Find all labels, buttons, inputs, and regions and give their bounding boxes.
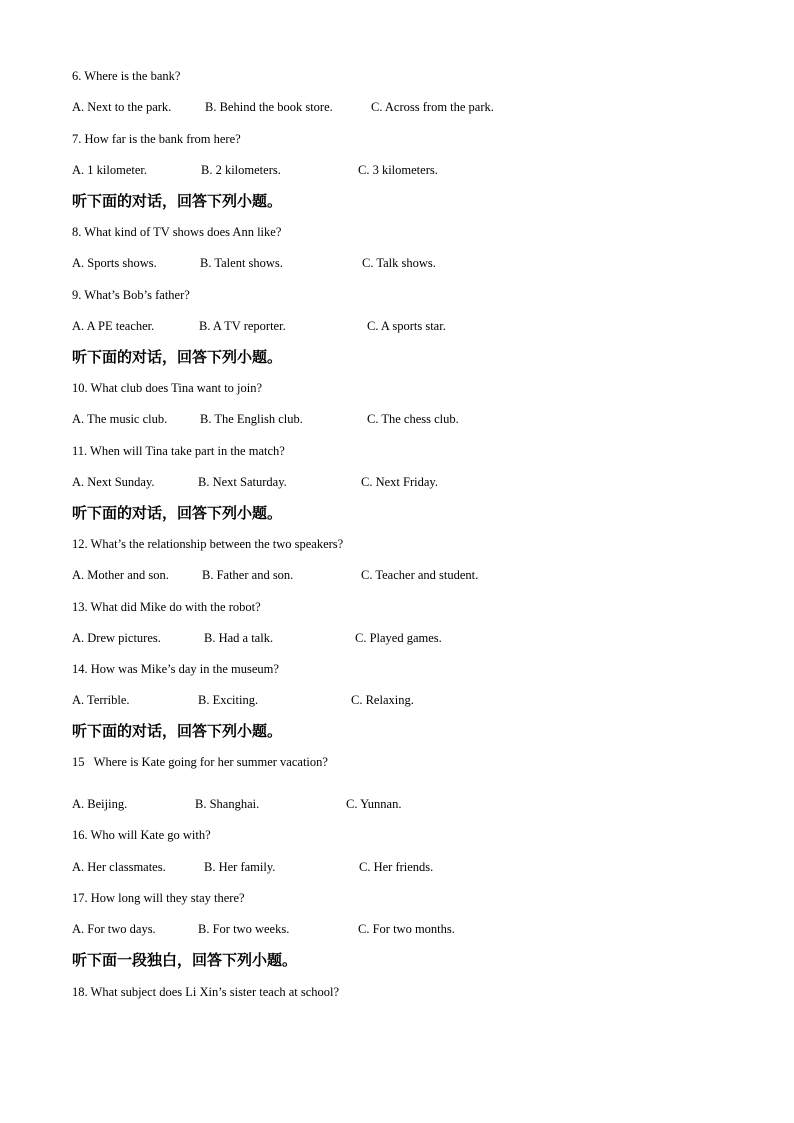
question-7: 7. How far is the bank from here? [72,132,241,146]
q12-option-c: C. Teacher and student. [361,568,479,582]
q7-option-b: B. 2 kilometers. [201,163,281,177]
q16-option-b: B. Her family. [204,860,276,874]
q12-option-a: A. Mother and son. [72,568,169,582]
section-heading-1: 听下面的对话，回答下列小题。 [72,192,283,210]
q11-option-c: C. Next Friday. [361,475,438,489]
q7-option-c: C. 3 kilometers. [358,163,438,177]
question-9: 9. What’s Bob’s father? [72,288,190,302]
q8-option-b: B. Talent shows. [200,256,283,270]
q10-option-b: B. The English club. [200,412,303,426]
q9-option-a: A. A PE teacher. [72,319,155,333]
q17-option-a: A. For two days. [72,922,156,936]
q15-option-a: A. Beijing. [72,797,128,811]
q11-option-b: B. Next Saturday. [198,475,287,489]
q7-option-a: A. 1 kilometer. [72,163,147,177]
question-8: 8. What kind of TV shows does Ann like? [72,225,282,239]
q6-option-c: C. Across from the park. [371,100,494,114]
question-11: 11. When will Tina take part in the match? [72,444,285,458]
section-heading-3: 听下面的对话，回答下列小题。 [72,504,283,522]
q14-option-c: C. Relaxing. [351,693,414,707]
q14-option-a: A. Terrible. [72,693,130,707]
q13-option-b: B. Had a talk. [204,631,274,645]
q9-option-c: C. A sports star. [367,319,446,333]
question-6: 6. Where is the bank? [72,69,181,83]
question-16: 16. Who will Kate go with? [72,828,211,842]
q15-option-b: B. Shanghai. [195,797,260,811]
q12-option-b: B. Father and son. [202,568,294,582]
q8-option-a: A. Sports shows. [72,256,157,270]
q14-option-b: B. Exciting. [198,693,259,707]
section-heading-5: 听下面一段独白，回答下列小题。 [72,951,298,969]
q10-option-a: A. The music club. [72,412,168,426]
q15-option-c: C. Yunnan. [346,797,402,811]
q17-option-c: C. For two months. [358,922,455,936]
question-12: 12. What’s the relationship between the two speakers? [72,537,344,551]
question-17: 17. How long will they stay there? [72,891,245,905]
q10-option-c: C. The chess club. [367,412,459,426]
q16-option-a: A. Her classmates. [72,860,166,874]
section-heading-4: 听下面的对话，回答下列小题。 [72,722,283,740]
question-15: 15 Where is Kate going for her summer vacation? [72,755,328,769]
q9-option-b: B. A TV reporter. [199,319,286,333]
q11-option-a: A. Next Sunday. [72,475,155,489]
q6-option-b: B. Behind the book store. [205,100,333,114]
q6-option-a: A. Next to the park. [72,100,172,114]
question-18: 18. What subject does Li Xin’s sister teach at school? [72,985,340,999]
q13-option-a: A. Drew pictures. [72,631,161,645]
question-10: 10. What club does Tina want to join? [72,381,263,395]
question-13: 13. What did Mike do with the robot? [72,600,261,614]
question-14: 14. How was Mike’s day in the museum? [72,662,279,676]
q8-option-c: C. Talk shows. [362,256,436,270]
q16-option-c: C. Her friends. [359,860,434,874]
section-heading-2: 听下面的对话，回答下列小题。 [72,348,283,366]
q13-option-c: C. Played games. [355,631,442,645]
q17-option-b: B. For two weeks. [198,922,290,936]
